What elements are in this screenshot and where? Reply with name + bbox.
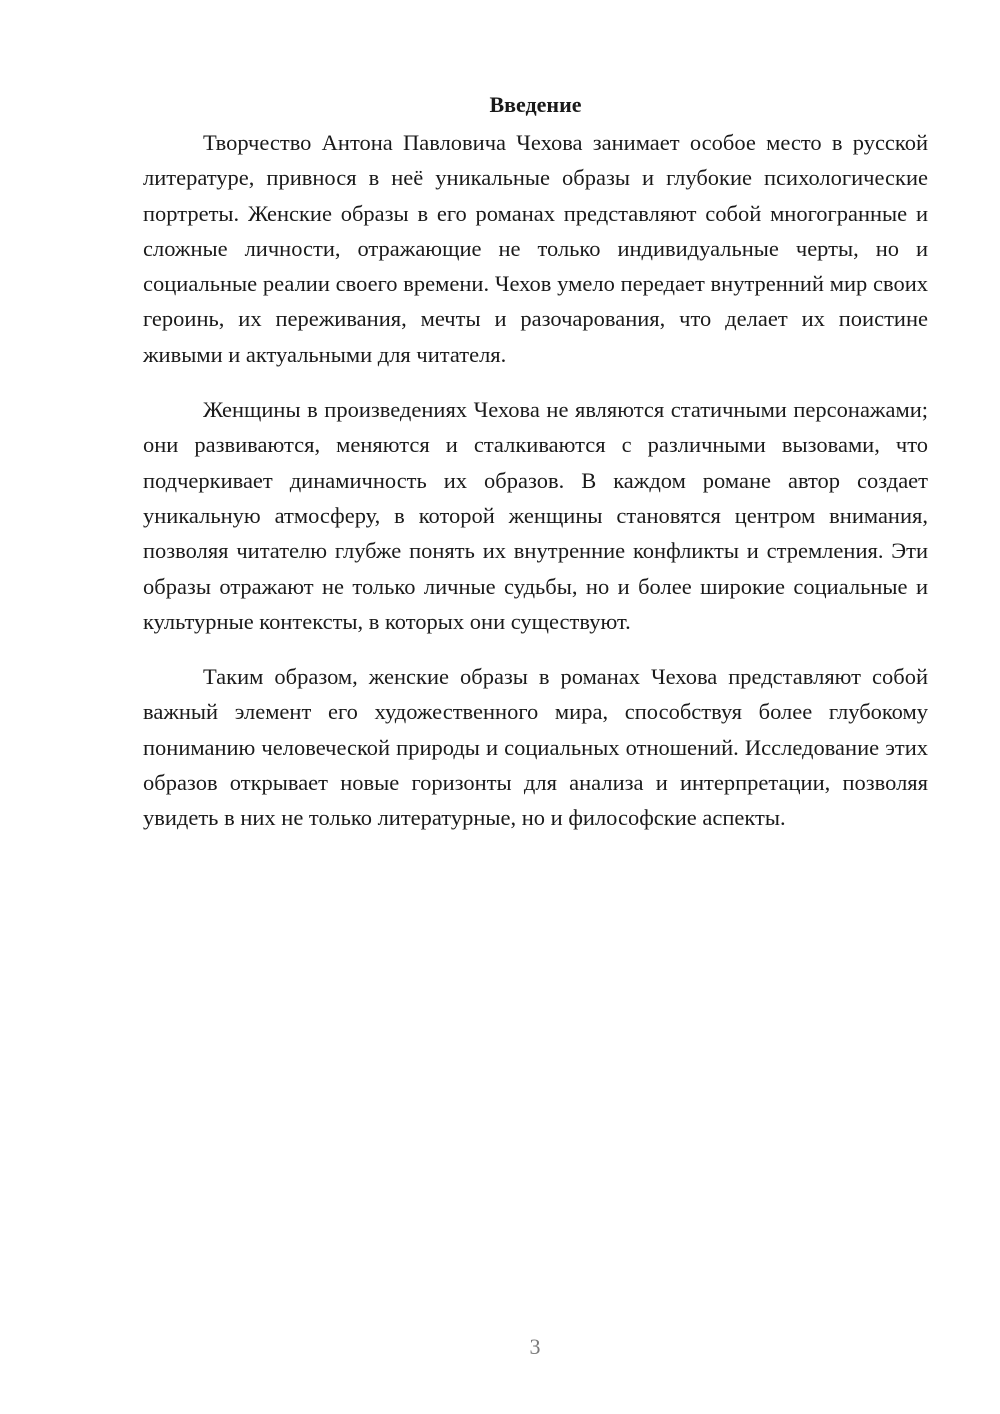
paragraph-3: Таким образом, женские образы в романах Чехова представляют собой важный элемент его художественного мира, способствуя более глубокому пониманию человеческой природы и социальных отношений. Исследование этих образов открывает новые горизонты для анализа и интерпретации, позволяя увидеть в них не только литературные, но и философские аспекты. [143, 664, 928, 831]
page-content [143, 88, 928, 856]
page-number: 3 [529, 1334, 541, 1359]
paragraph-1: Творчество Антона Павловича Чехова занимает особое место в русской литературе, привнося в неё уникальные образы и глубокие психологические портреты. Женские образы в его романах представляют собой многогранные и сложные личности, отражающие не только индивидуальные черты, но и социальные реалии своего времени. Чехов умело передает внутренний мир своих героинь, их переживания, мечты и разочарования, что делает их поистине живыми и актуальными для читателя. [143, 130, 928, 367]
paragraph-2: Женщины в произведениях Чехова не являются статичными персонажами; они развиваются, меняются и сталкиваются с различными вызовами, что подчеркивает динамичность их образов. В каждом романе автор создает уникальную атмосферу, в которой женщины становятся центром внимания, позволяя читателю глубже понять их внутренние конфликты и стремления. Эти образы отражают не только личные судьбы, но и более широкие социальные и культурные контексты, в которых они существуют. [143, 397, 928, 634]
section-heading: Введение [489, 92, 582, 117]
